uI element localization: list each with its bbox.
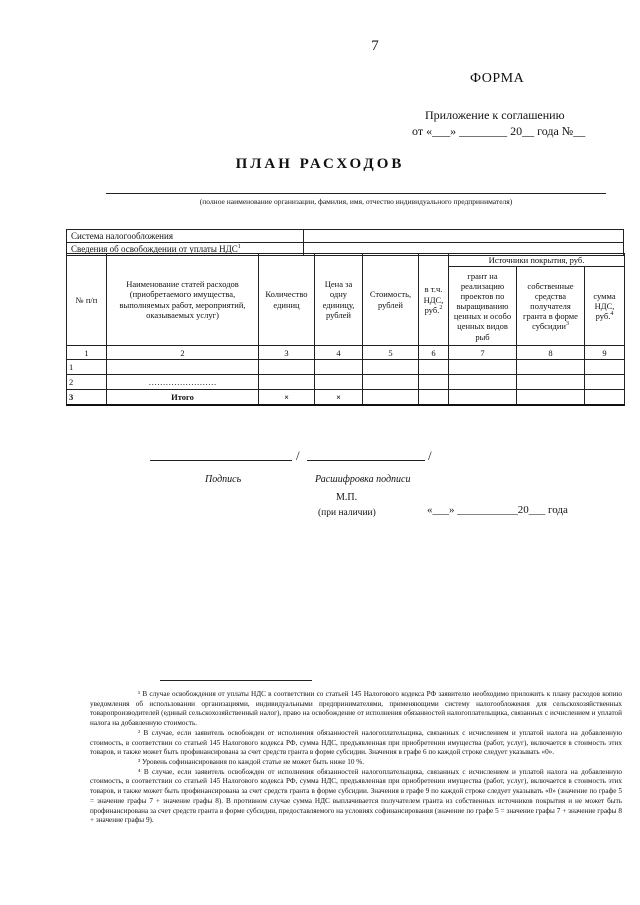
row-cost-cell[interactable]	[363, 375, 419, 390]
row-vat-sum-cell[interactable]	[585, 375, 625, 390]
table-row	[67, 360, 625, 375]
row-qty-cell[interactable]	[259, 375, 315, 390]
signature-decode-line[interactable]	[307, 460, 425, 461]
tax-info-table	[66, 229, 624, 256]
footnote-1: ¹ В случае освобождения от уплаты НДС в соответствии со статьей 145 Налогового кодекса РФ заявителю необходимо приложить к плану расходов копию уведомления об использовании организациями, индивидуальными предпринимателями, применяющими систему налогообложения для сельскохозяйственных товаропроизводителей (единый сельскохозяйственный налог), право на освобождение от исполнения обязанностей налогоплательщика, связанных с исчислением и уплатой налога на добавленную стоимость.	[90, 690, 622, 728]
row-name-cell[interactable]	[107, 360, 259, 375]
col-header-own-funds: собственные средства получателя гранта в форме субсидии$^3$	[517, 267, 585, 346]
document-title: ПЛАН РАСХОДОВ	[235, 156, 405, 172]
footnote-2: ² В случае, если заявитель освобожден от исполнения обязанностей налогоплательщика, связанных с исчислением и уплатой налога на добавленную стоимость, в соответствии со статьей 145 Налогового кодекса РФ, сумма НДС, предъявленная при приобретении имущества (работ, услуг), включается в стоимость этих товаров, и также может быть профинансирована за счет средств гранта в форме субсидии. Значения в графе 6 по каждой строке следует указывать «0».	[90, 728, 622, 757]
tax-system-label: Система налогообложения	[67, 230, 304, 243]
signature-caption: Подпись	[205, 474, 242, 485]
row-num: 2	[67, 375, 107, 390]
col-header-vat-sum: сумма НДС, руб.$^4$	[585, 267, 625, 346]
appendix-title: Приложение к соглашению	[425, 108, 565, 122]
col-number: 9	[585, 346, 625, 360]
row-own-cell[interactable]	[517, 360, 585, 375]
org-name-line	[106, 193, 606, 194]
col-header-grant: грант на реализацию проектов по выращиванию ценных и особо ценных видов рыб	[449, 267, 517, 346]
total-label: Итого	[107, 390, 259, 406]
col-header-sources-group: Источники покрытия, руб.	[449, 254, 625, 267]
row-num: 3	[67, 390, 107, 406]
signature-separator: /	[296, 448, 300, 463]
total-vat-sum-cell[interactable]	[585, 390, 625, 406]
signature-line[interactable]	[150, 460, 292, 461]
total-own-cell[interactable]	[517, 390, 585, 406]
total-cost-cell[interactable]	[363, 390, 419, 406]
footnotes	[90, 690, 622, 826]
expense-plan-table	[66, 253, 625, 406]
stamp-label: М.П.	[336, 492, 358, 503]
footnote-3: ³ Уровень софинансирования по каждой статье не может быть ниже 10 %.	[138, 758, 365, 767]
col-header-name: Наименование статей расходов (приобретаемого имущества, выполняемых работ, мероприятий, оказываемых услуг)	[107, 254, 259, 346]
form-label: ФОРМА	[470, 71, 525, 86]
row-price-cell[interactable]	[315, 360, 363, 375]
total-grant-cell[interactable]	[449, 390, 517, 406]
stamp-note: (при наличии)	[318, 508, 376, 518]
row-own-cell[interactable]	[517, 375, 585, 390]
signature-decode-caption: Расшифровка подписи	[315, 474, 411, 485]
col-number: 2	[107, 346, 259, 360]
tax-system-row	[67, 230, 624, 243]
tax-system-value[interactable]	[304, 230, 624, 243]
appendix-date-line: от «___» ________ 20__ года №__	[412, 124, 586, 138]
row-num: 1	[67, 360, 107, 375]
total-vat-cell[interactable]	[419, 390, 449, 406]
col-header-qty: Количество единиц	[259, 254, 315, 346]
footnote-divider	[160, 680, 312, 681]
signature-date-line: «___» ___________20___ года	[427, 504, 568, 516]
total-qty-cell: ×	[259, 390, 315, 406]
col-number: 4	[315, 346, 363, 360]
page-number: 7	[371, 38, 379, 54]
col-header-vat: в т.ч. НДС, руб.$^2$	[419, 254, 449, 346]
row-cost-cell[interactable]	[363, 360, 419, 375]
col-number: 1	[67, 346, 107, 360]
column-number-row	[67, 346, 625, 360]
row-grant-cell[interactable]	[449, 360, 517, 375]
row-vat-cell[interactable]	[419, 360, 449, 375]
col-number: 3	[259, 346, 315, 360]
signature-separator-end: /	[428, 448, 432, 463]
col-number: 7	[449, 346, 517, 360]
col-header-cost: Стоимость, рублей	[363, 254, 419, 346]
row-vat-cell[interactable]	[419, 375, 449, 390]
row-price-cell[interactable]	[315, 375, 363, 390]
total-row	[67, 390, 625, 406]
col-header-price: Цена за одну единицу, рублей	[315, 254, 363, 346]
col-number: 5	[363, 346, 419, 360]
row-vat-sum-cell[interactable]	[585, 360, 625, 375]
col-number: 8	[517, 346, 585, 360]
row-grant-cell[interactable]	[449, 375, 517, 390]
row-qty-cell[interactable]	[259, 360, 315, 375]
row-name-cell[interactable]: ……………………	[107, 375, 259, 390]
org-name-caption: (полное наименование организации, фамилия, имя, отчество индивидуального предпринимателя)	[199, 197, 513, 206]
table-row	[67, 375, 625, 390]
col-number: 6	[419, 346, 449, 360]
total-price-cell: ×	[315, 390, 363, 406]
vat-exemption-label: Сведения об освобождении от уплаты НДС$^1$	[67, 243, 304, 256]
col-header-num: № п/п	[67, 254, 107, 346]
footnote-4: ⁴ В случае, если заявитель освобожден от исполнения обязанностей налогоплательщика, связанных с исчислением и уплатой налога на добавленную стоимость, в соответствии со статьей 145 Налогового кодекса РФ, сумма НДС, предъявленная при приобретении имущества (работ, услуг), включается в стоимость этих товаров, и также может быть профинансирована за счет средств гранта в форме субсидии. Значения в графе 9 по каждой строке следует указывать «0» (значение по графе 5 = значение графы 7 + значение графы 8). В противном случае сумма НДС выплачивается получателем гранта из собственных источников покрытия и не может быть профинансирована за счет средств гранта в форме субсидии, предоставляемого на условиях софинансирования (значение по графе 5 = значение графы 7 + значение графы 8 + значение графы 9).	[90, 767, 622, 825]
